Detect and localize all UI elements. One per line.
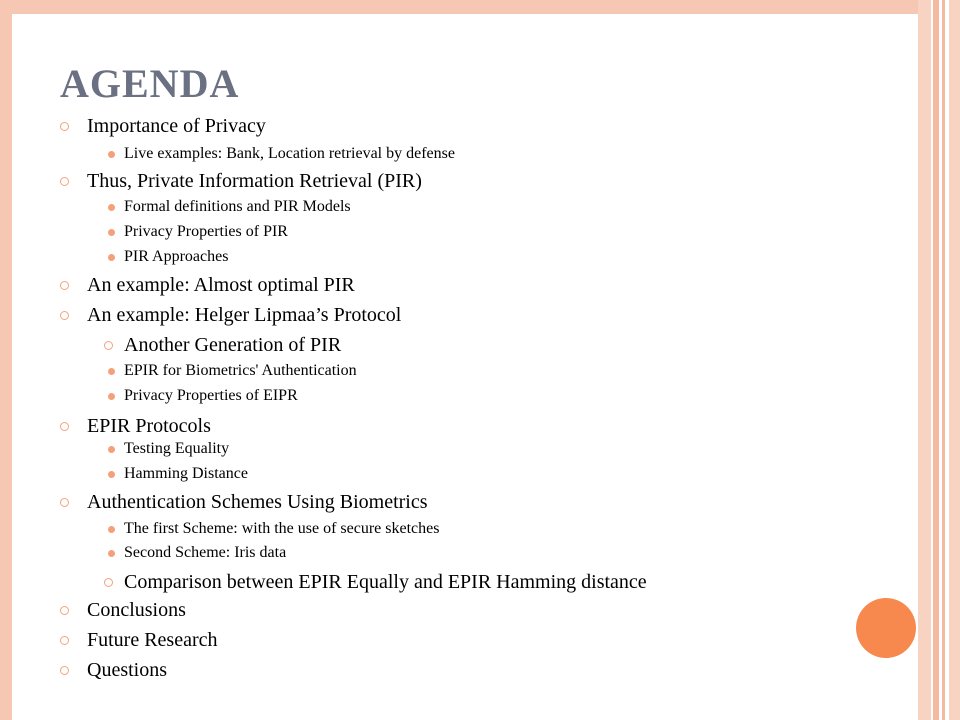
ring-bullet-icon [60, 122, 69, 131]
agenda-item-text: Second Scheme: Iris data [124, 544, 287, 561]
agenda-item-text: Live examples: Bank, Location retrieval by defense [124, 145, 455, 162]
slide-title: AGENDA [60, 61, 240, 106]
agenda-item-text: Privacy Properties of EIPR [124, 387, 298, 404]
ring-bullet-icon [60, 281, 69, 290]
agenda-item-text: Privacy Properties of PIR [124, 223, 288, 240]
agenda-item [60, 113, 266, 139]
dot-bullet-icon [108, 471, 115, 478]
agenda-item-text: Testing Equality [124, 440, 230, 457]
ring-bullet-icon [60, 498, 69, 507]
agenda-subitem [104, 542, 286, 564]
agenda-item-text: Formal definitions and PIR Models [124, 198, 351, 215]
dot-bullet-icon [108, 204, 115, 211]
dot-bullet-icon [108, 229, 115, 236]
agenda-item [60, 168, 422, 194]
agenda-item-text: Another Generation of PIR [124, 334, 342, 356]
agenda-item-text: An example: Helger Lipmaa’s Protocol [87, 304, 402, 326]
ring-bullet-icon [60, 606, 69, 615]
agenda-item-text: Importance of Privacy [87, 115, 266, 137]
agenda-item-text: Questions [87, 659, 167, 681]
agenda-item-text: Future Research [87, 629, 218, 651]
agenda-subitem [104, 246, 228, 268]
dot-bullet-icon [108, 393, 115, 400]
dot-bullet-icon [108, 446, 115, 453]
ring-bullet-icon [104, 341, 113, 350]
agenda-item-text: An example: Almost optimal PIR [87, 274, 355, 296]
agenda-item-text: Conclusions [87, 599, 186, 621]
ring-bullet-icon [60, 636, 69, 645]
agenda-item-text: EPIR Protocols [87, 415, 211, 437]
agenda-subitem [104, 463, 248, 485]
agenda-item [60, 489, 428, 515]
dot-bullet-icon [108, 550, 115, 557]
agenda-subitem [104, 569, 647, 595]
agenda-item [60, 272, 355, 298]
ring-bullet-icon [60, 422, 69, 431]
ring-bullet-icon [60, 311, 69, 320]
dot-bullet-icon [108, 368, 115, 375]
right-stripes-decoration [918, 0, 960, 720]
agenda-subitem [104, 221, 288, 243]
agenda-item-text: Authentication Schemes Using Biometrics [87, 491, 428, 513]
agenda-item [60, 413, 211, 439]
agenda-item [60, 627, 218, 653]
dot-bullet-icon [108, 151, 115, 158]
top-border [0, 0, 918, 14]
agenda-subitem [104, 332, 341, 358]
orange-circle-decoration [856, 598, 916, 658]
left-border [0, 0, 12, 720]
dot-bullet-icon [108, 526, 115, 533]
agenda-item-text: Thus, Private Information Retrieval (PIR) [87, 170, 422, 192]
agenda-subitem [104, 360, 357, 382]
agenda-item [60, 597, 186, 623]
ring-bullet-icon [60, 666, 69, 675]
agenda-subitem [104, 143, 455, 165]
agenda-item-text: Comparison between EPIR Equally and EPIR Hamming distance [124, 571, 647, 593]
agenda-item [60, 302, 401, 328]
agenda-item [60, 657, 167, 683]
ring-bullet-icon [104, 578, 113, 587]
agenda-item-text: Hamming Distance [124, 465, 248, 482]
agenda-subitem [104, 518, 439, 540]
agenda-item-text: The first Scheme: with the use of secure sketches [124, 520, 440, 537]
agenda-item-text: EPIR for Biometrics' Authentication [124, 362, 357, 379]
agenda-subitem [104, 385, 298, 407]
agenda-subitem [104, 438, 229, 460]
agenda-item-text: PIR Approaches [124, 248, 229, 265]
dot-bullet-icon [108, 254, 115, 261]
agenda-subitem [104, 196, 351, 218]
ring-bullet-icon [60, 177, 69, 186]
